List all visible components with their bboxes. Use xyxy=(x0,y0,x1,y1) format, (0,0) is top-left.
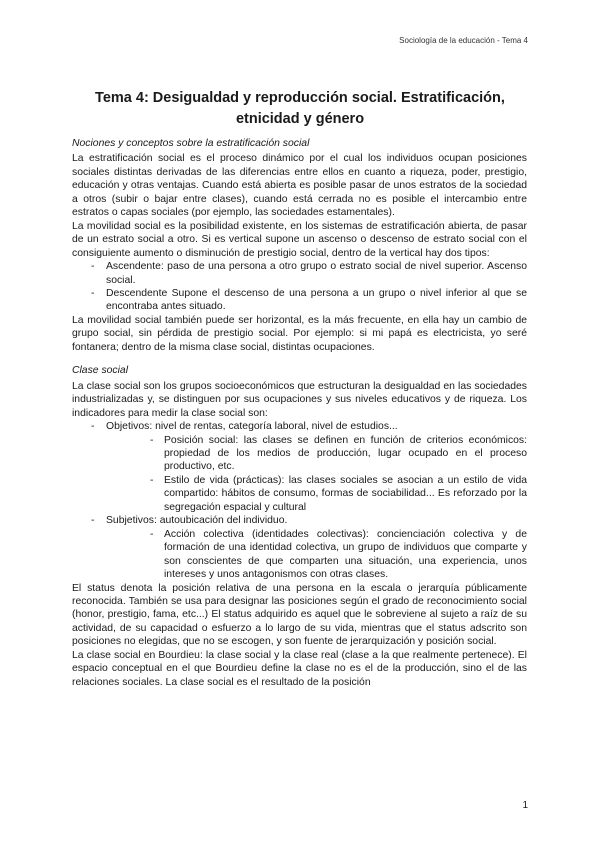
paragraph: La movilidad social también puede ser horizontal, es la más frecuente, en ella hay un cambio de grupo social, sin pérdida de prestigio social. Por ejemplo: si mi papá es electricista, yo seré fontanera; dentro de la misma clase social, distintas ocupaciones. xyxy=(72,314,527,353)
section-heading-clase-social: Clase social xyxy=(72,365,129,377)
document-body xyxy=(72,137,527,689)
paragraph: La movilidad social es la posibilidad existente, en los sistemas de estratificación abierta, de pasar de un estrato social a otro. Si es vertical supone un ascenso o descenso de estrato social con el consiguiente aumento o disminución de prestigio social, dentro de la vertical hay dos tipos: xyxy=(72,220,527,259)
section-heading-estratificacion: Nociones y conceptos sobre la estratificación social xyxy=(72,138,310,149)
paragraph: La clase social en Bourdieu: la clase social y la clase real (clase a la que realmente pertenece). El espacio conceptual en el que Bourdieu define la clase no es el de la producción, sino el de las relaciones sociales. La clase social es el resultado de la posición xyxy=(72,649,527,688)
list-subitem: - Estilo de vida (prácticas): las clases sociales se asocian a un estilo de vida compartido: hábitos de consumo, formas de sociabilidad... Es reforzado por la segregación espacial y cultural xyxy=(72,474,527,514)
list-item: - Subjetivos: autoubicación del individuo. xyxy=(72,514,527,527)
paragraph: La clase social son los grupos socioeconómicos que estructuran la desigualdad en las sociedades industrializadas y, se distinguen por sus ocupaciones y sus niveles educativos y de riqueza. Los indicadores para medir la clase social son: xyxy=(72,380,527,419)
paragraph: El status denota la posición relativa de una persona en la escala o jerarquía públicamente reconocida. También se usa para designar las posiciones según el grado de reconocimiento social (honor, prestigio, fama, etc...) El status adquirido es aquel que le sobreviene al sujeto a raíz de su actividad, de su capacidad o esfuerzo a lo largo de su vida, mientras que el status adscrito son posiciones no elegidas, que no se escogen, y son fuente de jerarquización y posición social. xyxy=(72,582,527,648)
mobility-list xyxy=(72,260,527,314)
indicator-list xyxy=(72,420,527,581)
document-title: Tema 4: Desigualdad y reproducción social. Estratificación, etnicidad y género xyxy=(95,90,505,127)
paragraph: La estratificación social es el proceso dinámico por el cual los individuos ocupan posiciones sociales distintas derivadas de las diferencias entre ellos en cuanto a riqueza, poder, prestigio, educación y otras ventajas. Cuando está abierta es posible pasar de unos estratos de la sociedad a otros (subir o bajar entre clases), cuando está cerrada no es posible el intercambio entre estratos o capas sociales (por ejemplo, las sociedades estamentales). xyxy=(72,153,527,219)
list-item: - Descendente Supone el descenso de una persona a un grupo o nivel inferior al que se encontraba antes situado. xyxy=(72,287,527,314)
list-item: - Objetivos: nivel de rentas, categoría laboral, nivel de estudios... xyxy=(72,420,527,433)
list-subitem: - Acción colectiva (identidades colectivas): concienciación colectiva y de formación de una identidad colectiva, un grupo de individuos que comparte y son conscientes de que comparten una situación, una experiencia, unos intereses y unos antagonismos con otras clases. xyxy=(72,528,527,582)
list-subitem: - Posición social: las clases se definen en función de criterios económicos: propiedad de los medios de producción, lugar ocupado en el proceso productivo, etc. xyxy=(72,434,527,474)
page-number: 1 xyxy=(522,800,528,811)
list-item: - Ascendente: paso de una persona a otro grupo o estrato social de nivel superior. Ascenso social. xyxy=(72,260,527,287)
running-header: Sociología de la educación - Tema 4 xyxy=(399,36,528,45)
